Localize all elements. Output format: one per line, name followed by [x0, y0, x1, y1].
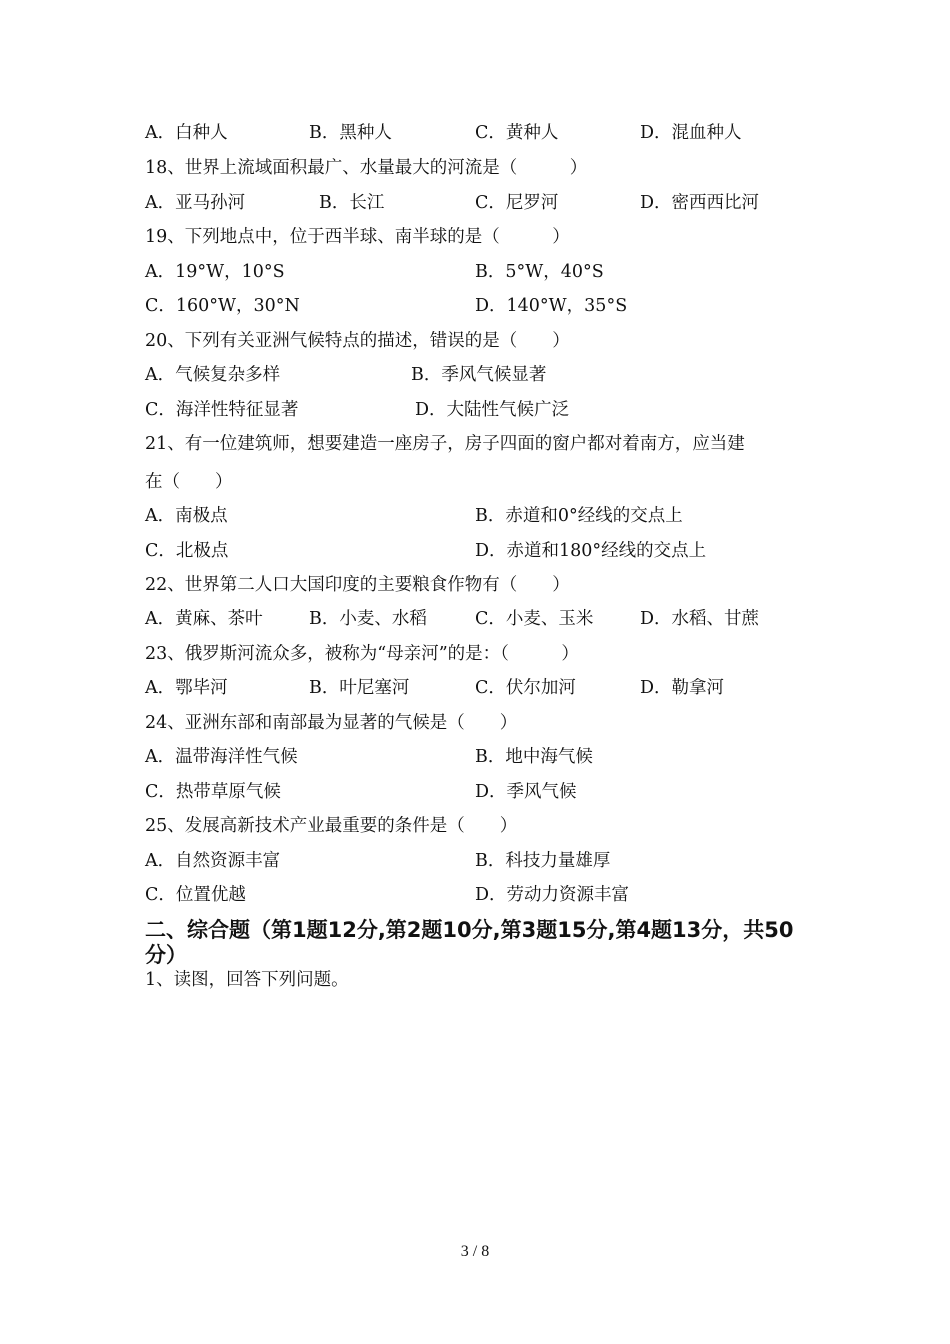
q20-stem: 20、下列有关亚洲气候特点的描述，错误的是（ ）: [145, 331, 570, 351]
section2-heading: 二、综合题（第1题12分,第2题10分,第3题15分,第4题13分，共50分）: [145, 918, 794, 967]
q21-option-a: A．南极点: [145, 506, 228, 526]
q18-stem: 18、世界上流域面积最广、水量最大的河流是（ ）: [145, 158, 588, 178]
q20-option-a: A．气候复杂多样: [145, 365, 281, 385]
q21-stem-line2: 在（ ）: [145, 472, 233, 492]
q24-option-b: B．地中海气候: [475, 747, 593, 767]
q17-option-d: D．混血种人: [640, 123, 742, 143]
q22-option-d: D．水稻、甘蔗: [640, 609, 760, 629]
section2-q1-stem: 1、读图，回答下列问题。: [145, 970, 349, 990]
q18-option-c: C．尼罗河: [475, 193, 559, 213]
q22-option-b: B．小麦、水稻: [309, 609, 427, 629]
q18-option-b: B．长江: [319, 193, 385, 213]
q25-option-b: B．科技力量雄厚: [475, 851, 611, 871]
q20-option-d: D．大陆性气候广泛: [415, 400, 570, 420]
q17-option-b: B．黑种人: [309, 123, 392, 143]
q23-option-a: A．鄂毕河: [145, 678, 228, 698]
q19-option-b: B．5°W，40°S: [475, 262, 604, 282]
q20-option-b: B．季风气候显著: [411, 365, 547, 385]
q19-option-d: D．140°W，35°S: [475, 296, 628, 316]
q23-stem: 23、俄罗斯河流众多，被称为“母亲河”的是：（ ）: [145, 644, 579, 664]
q17-option-c: C．黄种人: [475, 123, 559, 143]
q22-stem: 22、世界第二人口大国印度的主要粮食作物有（ ）: [145, 575, 570, 595]
q21-option-d: D．赤道和180°经线的交点上: [475, 541, 707, 561]
q18-option-d: D．密西西比河: [640, 193, 760, 213]
q22-option-c: C．小麦、玉米: [475, 609, 594, 629]
q17-option-a: A．白种人: [145, 123, 228, 143]
q23-option-d: D．勒拿河: [640, 678, 725, 698]
q24-option-a: A．温带海洋性气候: [145, 747, 298, 767]
q23-option-b: B．叶尼塞河: [309, 678, 410, 698]
q21-option-c: C．北极点: [145, 541, 229, 561]
q19-option-a: A．19°W，10°S: [145, 262, 285, 282]
q23-option-c: C．伏尔加河: [475, 678, 576, 698]
q25-stem: 25、发展高新技术产业最重要的条件是（ ）: [145, 816, 518, 836]
q21-option-b: B．赤道和0°经线的交点上: [475, 506, 683, 526]
q19-stem: 19、下列地点中，位于西半球、南半球的是（ ）: [145, 227, 570, 247]
q19-option-c: C．160°W，30°N: [145, 296, 300, 316]
page-number: 3 / 8: [460, 1243, 490, 1260]
q24-stem: 24、亚洲东部和南部最为显著的气候是（ ）: [145, 713, 518, 733]
q25-option-d: D．劳动力资源丰富: [475, 885, 630, 905]
q24-option-c: C．热带草原气候: [145, 782, 281, 802]
q20-option-c: C．海洋性特征显著: [145, 400, 299, 420]
q18-option-a: A．亚马孙河: [145, 193, 246, 213]
q25-option-c: C．位置优越: [145, 885, 246, 905]
q25-option-a: A．自然资源丰富: [145, 851, 281, 871]
q21-stem-line1: 21、有一位建筑师，想要建造一座房子，房子四面的窗户都对着南方，应当建: [145, 434, 745, 454]
q24-option-d: D．季风气候: [475, 782, 577, 802]
q22-option-a: A．黄麻、茶叶: [145, 609, 263, 629]
